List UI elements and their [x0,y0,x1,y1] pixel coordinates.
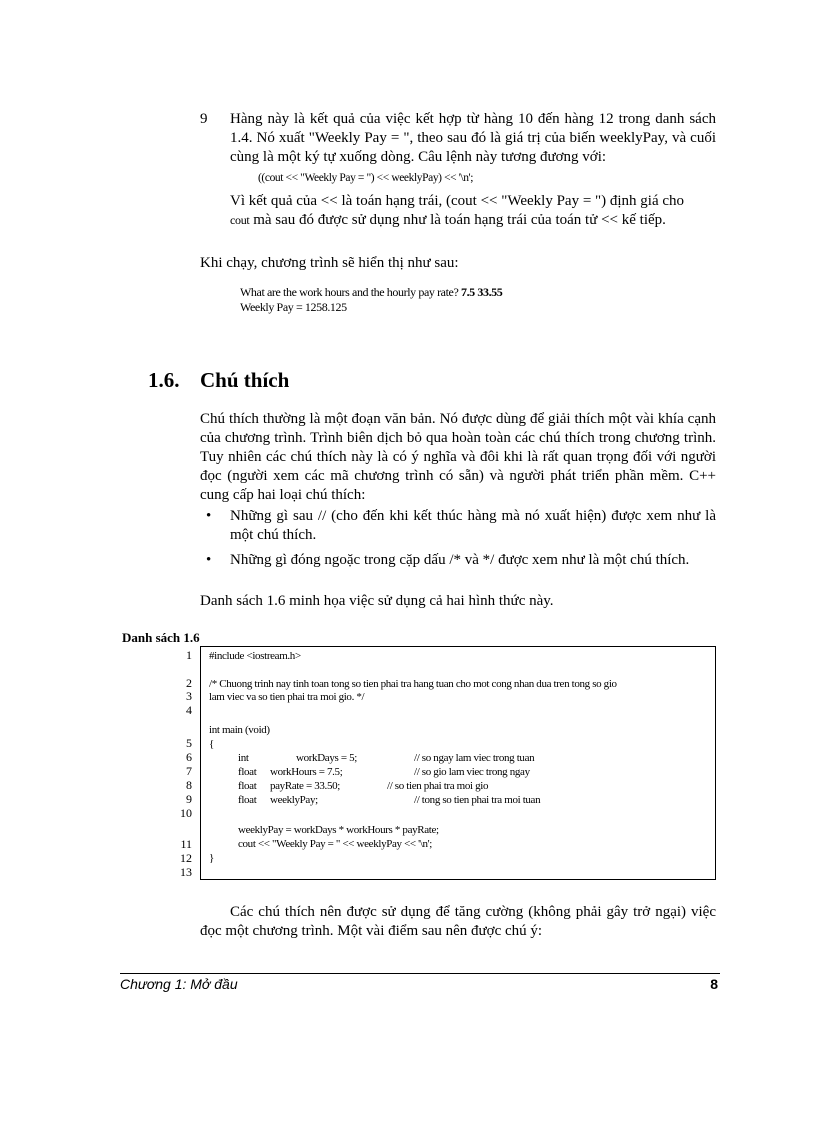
bullet-list [200,507,716,576]
footer-chapter: Chương 1: Mở đầu [120,976,238,992]
output-user-input: 7.5 33.55 [460,285,503,299]
section-title: Chú thích [200,368,290,392]
line-number: 2 [186,676,192,690]
code-type: float [238,780,257,792]
equivalent-expression: ((cout << "Weekly Pay = ") << weeklyPay) << '\n'; [258,172,474,184]
code-declaration: weeklyPay; [270,794,318,806]
line-number: 7 [186,764,192,778]
line-number: 9 [186,792,192,806]
item-number: 9 [200,111,208,127]
listing-label: Danh sách 1.6 [122,630,200,645]
code-line: #include <iostream.h> [209,650,301,662]
line-number: 13 [180,865,192,879]
run-intro: Khi chạy, chương trình sẽ hiển thị như sau: [200,255,459,271]
code-line: { [209,738,214,750]
output-prompt: What are the work hours and the hourly pay rate? [240,285,459,299]
bullet-item [200,507,716,545]
line-number: 10 [180,806,192,820]
code-comment: // so ngay lam viec trong tuan [414,752,535,764]
code-type: int [238,752,249,764]
item-9 [200,110,716,230]
item-9-note-b-rest: mà sau đó được sử dụng như là toán hạng trái của toán tử << kế tiếp. [249,212,666,228]
code-comment: // so tien phai tra moi gio [387,780,489,792]
line-number: 6 [186,750,192,764]
section-heading [148,368,289,393]
code-comment: // tong so tien phai tra moi tuan [414,794,541,806]
bullet-item [200,551,716,570]
program-output [240,285,502,315]
bullet-dot-icon: • [206,508,212,524]
section-paragraph: Chú thích thường là một đoạn văn bản. Nó được dùng để giải thích một vài khía cạnh của chương trình. Trình biên dịch bỏ qua hoàn toàn các chú thích trong chương trình. Tuy nhiên các chú thích này là có ý nghĩa và đôi khi là rất quan trọng đối với người đọc (người xem các mã chương trình có sẵn) và người phát triển phần mềm. C++ cung cấp hai loại chú thích: [200,411,716,503]
item-9-note-b [230,211,716,230]
code-type: float [238,766,257,778]
code-declaration: workDays = 5; [296,752,357,764]
code-declaration: payRate = 33.50; [270,780,340,792]
code-line: cout << "Weekly Pay = " << weeklyPay << '\n'; [238,838,433,850]
line-number: 5 [186,736,192,750]
bullet-dot-icon: • [206,552,212,568]
output-line-2: Weekly Pay = 1258.125 [240,300,347,314]
code-type: float [238,794,257,806]
footer-divider [120,973,720,974]
closing-paragraph: Các chú thích nên được sử dụng để tăng cường (không phải gây trở ngại) việc đọc một chương trình. Một vài điểm sau nên được chú ý: [200,904,716,939]
code-comment: // so gio lam viec trong ngay [414,766,530,778]
code-line: /* Chuong trinh nay tinh toan tong so tien phai tra hang tuan cho mot cong nhan dua tren tong so gio [209,678,617,690]
line-number: 3 [186,689,192,703]
bullet-text: Những gì sau // (cho đến khi kết thúc hàng mà nó xuất hiện) được xem như là một chú thích. [230,508,716,543]
line-number: 11 [180,837,192,851]
line-number: 4 [186,703,192,717]
code-line: lam viec va so tien phai tra moi gio. */ [209,691,365,703]
list-intro: Danh sách 1.6 minh họa việc sử dụng cả hai hình thức này. [200,593,554,609]
section-number: 1.6. [148,368,180,392]
item-9-note-a: Vì kết quả của << là toán hạng trái, (cout << "Weekly Pay = ") định giá cho [230,193,685,209]
code-line: } [209,852,214,864]
page-number: 8 [710,976,718,992]
code-line: int main (void) [209,724,270,736]
line-number: 8 [186,778,192,792]
output-line-1 [240,285,502,300]
line-number: 12 [180,851,192,865]
code-line: weeklyPay = workDays * workHours * payRate; [238,824,439,836]
code-declaration: workHours = 7.5; [270,766,343,778]
line-number: 1 [186,648,192,662]
cout-keyword: cout [230,213,250,227]
code-listing [200,646,716,880]
item-9-text: Hàng này là kết quả của việc kết hợp từ hàng 10 đến hàng 12 trong danh sách 1.4. Nó xuất "Weekly Pay = ", theo sau đó là giá trị của biến weeklyPay, và cuối cùng là một ký tự xuống dòng. Câu lệnh này tương đương với: [230,111,716,165]
bullet-text: Những gì đóng ngoặc trong cặp dấu /* và */ được xem như là một chú thích. [230,552,690,568]
